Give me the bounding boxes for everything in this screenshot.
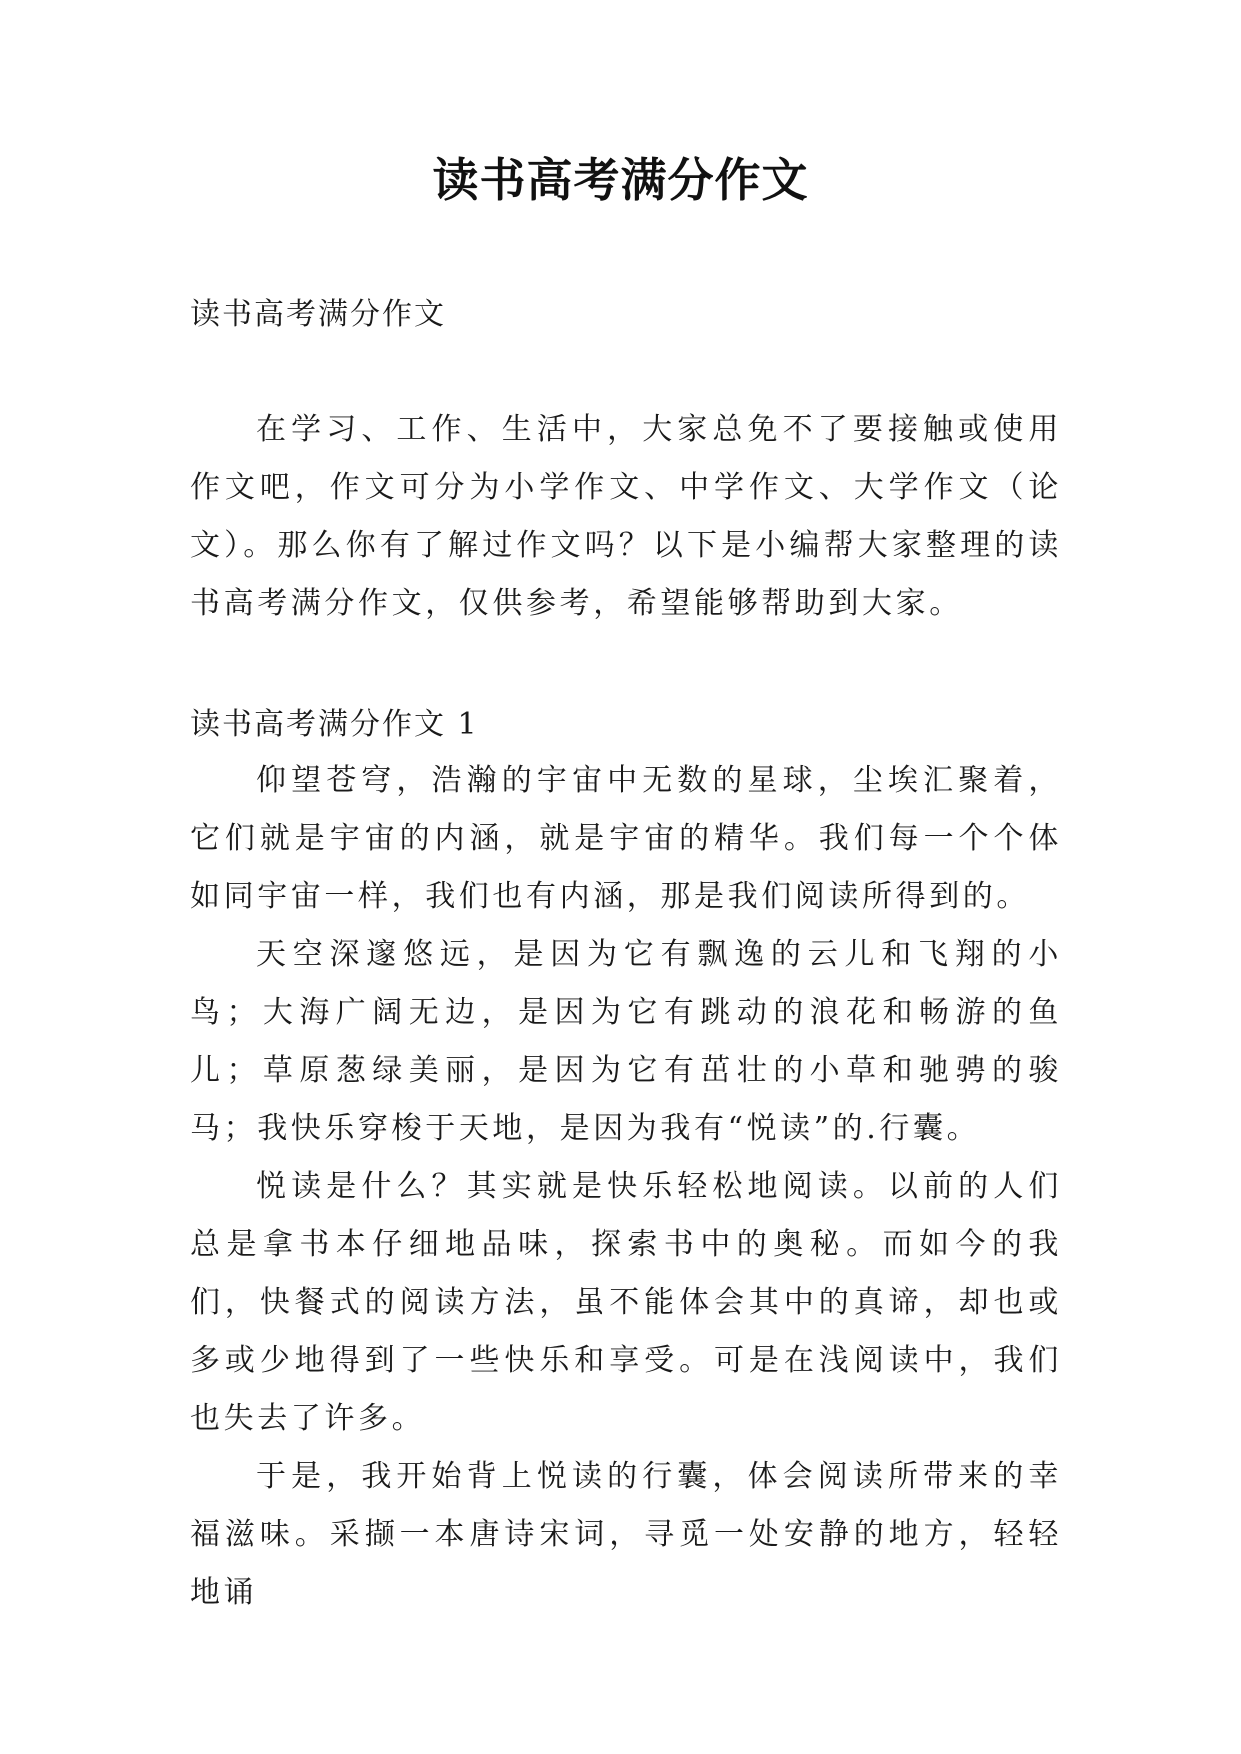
body-paragraph-3: 悦读是什么？其实就是快乐轻松地阅读。以前的人们总是拿书本仔细地品味，探索书中的奥秘。而如今的我们，快餐式的阅读方法，虽不能体会其中的真谛，却也或多或少地得到了一些快乐和享受。可是在浅阅读中，我们也失去了许多。 (190, 1169, 1062, 1436)
section-heading: 读书高考满分作文 1 (190, 707, 479, 742)
document-subtitle: 读书高考满分作文 (190, 297, 446, 332)
body-paragraph-2: 天空深邃悠远，是因为它有飘逸的云儿和飞翔的小鸟；大海广阔无边，是因为它有跳动的浪花和畅游的鱼儿；草原葱绿美丽，是因为它有茁壮的小草和驰骋的骏马；我快乐穿梭于天地，是因为我有“悦读”的.行囊。 (190, 937, 1062, 1146)
body-paragraph-4: 于是，我开始背上悦读的行囊，体会阅读所带来的幸福滋味。采撷一本唐诗宋词，寻觅一处安静的地方，轻轻地诵 (190, 1459, 1062, 1610)
body-paragraph-1: 仰望苍穹，浩瀚的宇宙中无数的星球，尘埃汇聚着，它们就是宇宙的内涵，就是宇宙的精华。我们每一个个体如同宇宙一样，我们也有内涵，那是我们阅读所得到的。 (190, 763, 1062, 914)
document-title: 读书高考满分作文 (432, 153, 809, 207)
intro-paragraph: 在学习、工作、生活中，大家总免不了要接触或使用作文吧，作文可分为小学作文、中学作文、大学作文（论文）。那么你有了解过作文吗？以下是小编帮大家整理的读书高考满分作文，仅供参考，希望能够帮助到大家。 (190, 412, 1062, 621)
